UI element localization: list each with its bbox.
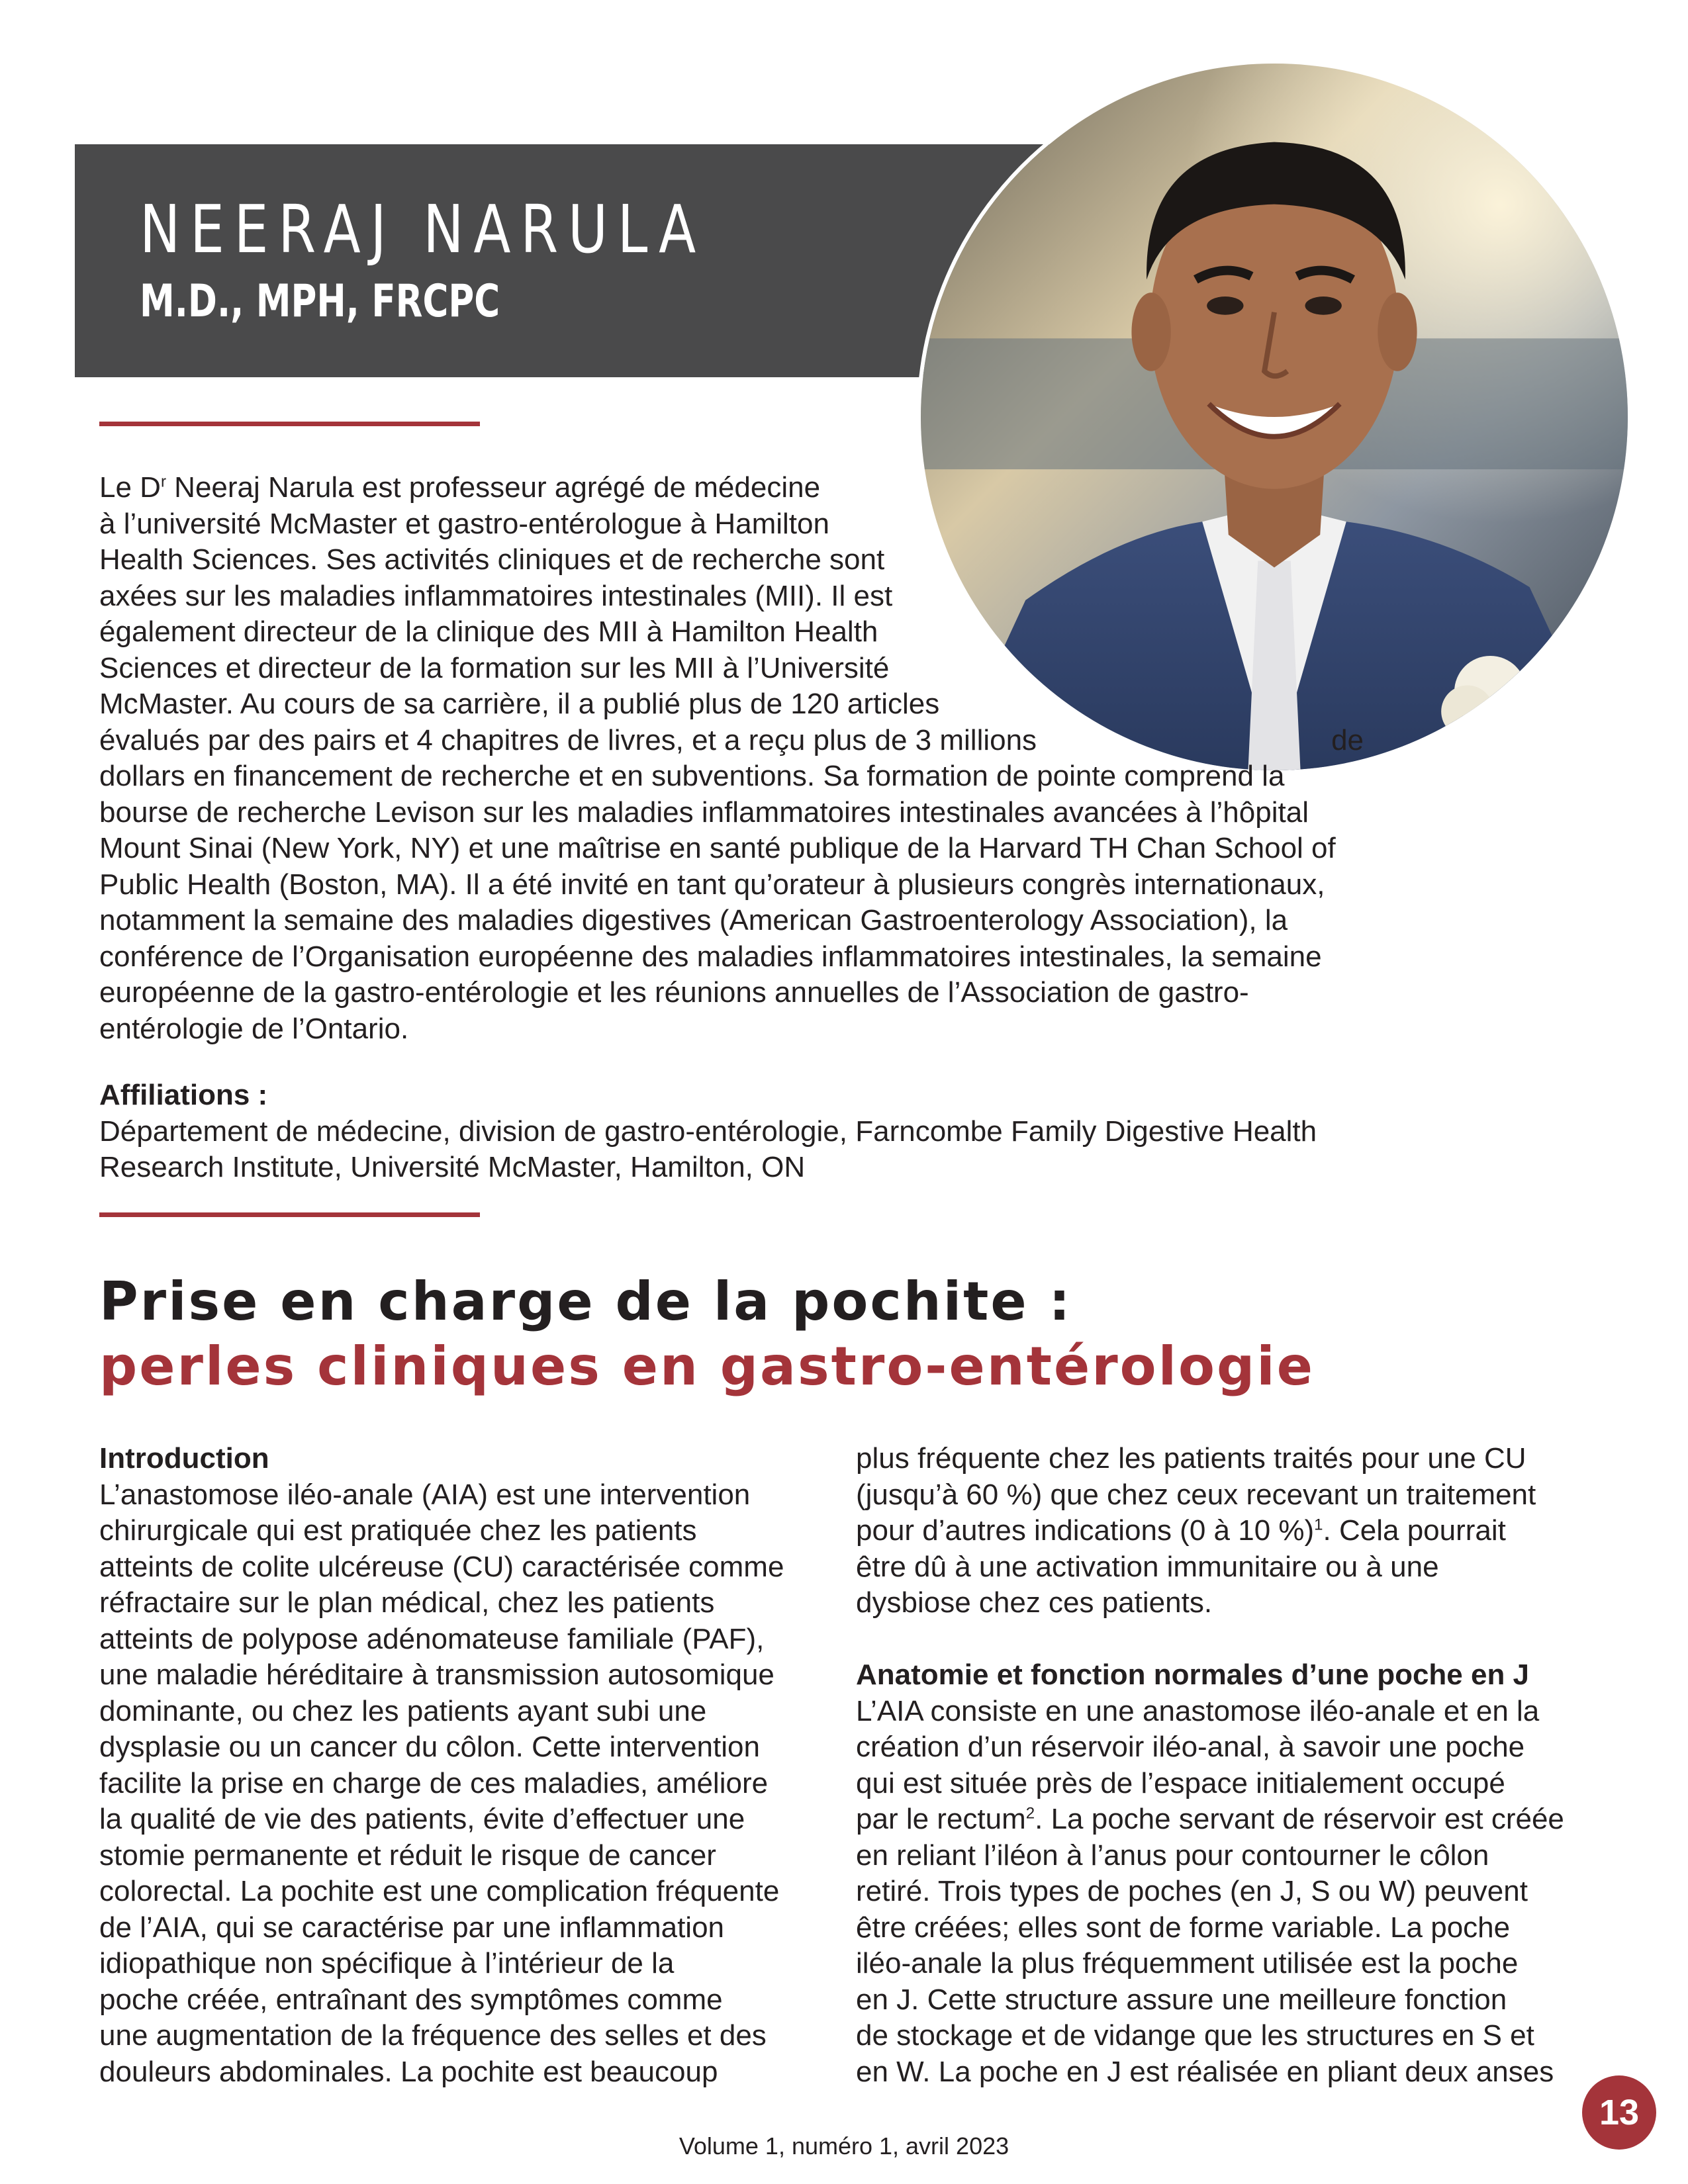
- affiliation-line: Département de médecine, division de gastro-entérologie, Farncombe Family Digestive Health: [99, 1115, 1317, 1148]
- bio-line: Mount Sinai (New York, NY) et une maîtrise en santé publique de la Harvard TH Chan School of: [99, 832, 1336, 864]
- body-line: création d’un réservoir iléo-anal, à savoir une poche: [856, 1731, 1525, 1763]
- left-column: [99, 1441, 827, 2090]
- bio-line: entérologie de l’Ontario.: [99, 1012, 409, 1045]
- reference-1: 1: [1314, 1516, 1323, 1534]
- affiliations-label: Affiliations :: [99, 1079, 268, 1111]
- body-line: la qualité de vie des patients, évite d’effectuer une: [99, 1803, 745, 1835]
- body-line: idiopathique non spécifique à l’intérieur de la: [99, 1947, 675, 1979]
- bio-line: également directeur de la clinique des MII à Hamilton Health: [99, 615, 878, 648]
- body-line: en W. La poche en J est réalisée en pliant deux anses: [856, 2055, 1554, 2088]
- bio-line: dollars en financement de recherche et en subventions. Sa formation de pointe comprend la: [99, 760, 1285, 792]
- right-column: [856, 1441, 1584, 2090]
- bio-line: McMaster. Au cours de sa carrière, il a publié plus de 120 articles: [99, 688, 940, 720]
- body-line: une maladie héréditaire à transmission autosomique: [99, 1659, 774, 1691]
- body-line: en J. Cette structure assure une meilleure fonction: [856, 1983, 1507, 2016]
- article-title-line1: Prise en charge de la pochite :: [99, 1271, 1072, 1332]
- page-number-badge: 13: [1582, 2075, 1656, 2150]
- body-line: qui est située près de l’espace initialement occupé: [856, 1766, 1505, 1799]
- author-header: [75, 144, 1068, 377]
- body-line: pour d’autres indications (0 à 10 %)$^1$. Cela pourrait: [856, 1514, 1506, 1547]
- section-heading-introduction: Introduction: [99, 1442, 269, 1475]
- bio-line: bourse de recherche Levison sur les maladies inflammatoires intestinales avancées à l’hôpital: [99, 796, 1309, 829]
- body-line: être créées; elles sont de forme variable. La poche: [856, 1911, 1511, 1944]
- footer-issue-info: Volume 1, numéro 1, avril 2023: [679, 2132, 1009, 2160]
- body-line: de l’AIA, qui se caractérise par une inflammation: [99, 1911, 725, 1944]
- article-title-line2: perles cliniques en gastro-entérologie: [99, 1336, 1315, 1397]
- divider-top: [99, 422, 480, 426]
- body-line: dysbiose chez ces patients.: [856, 1586, 1213, 1619]
- body-line: dysplasie ou un cancer du côlon. Cette intervention: [99, 1731, 760, 1763]
- body-line: par le rectum$^2$. La poche servant de réservoir est créée: [856, 1803, 1564, 1835]
- bio-line: Public Health (Boston, MA). Il a été invité en tant qu’orateur à plusieurs congrès internationaux,: [99, 868, 1325, 901]
- bio-line: conférence de l’Organisation européenne des maladies inflammatoires intestinales, la semaine: [99, 940, 1322, 973]
- divider-middle: [99, 1212, 480, 1217]
- paragraph-spacer: [856, 1621, 1584, 1658]
- body-line: de stockage et de vidange que les structures en S et: [856, 2019, 1534, 2052]
- body-line: atteints de polypose adénomateuse familiale (PAF),: [99, 1622, 765, 1655]
- affiliation-line: Research Institute, Université McMaster, Hamilton, ON: [99, 1151, 806, 1183]
- author-name: NEERAJ NARULA: [140, 191, 706, 268]
- author-bio: [99, 470, 1410, 1047]
- body-line: être dû à une activation immunitaire ou à une: [856, 1550, 1439, 1583]
- body-line: retiré. Trois types de poches (en J, S ou W) peuvent: [856, 1875, 1528, 1907]
- body-line: L’anastomose iléo-anale (AIA) est une intervention: [99, 1478, 751, 1511]
- body-line: réfractaire sur le plan médical, chez les patients: [99, 1586, 715, 1619]
- bio-line: évalués par des pairs et 4 chapitres de livres, et a reçu plus de 3 millions de: [99, 723, 1364, 756]
- bio-line: Le $D^r$ Neeraj Narula est professeur agrégé de médecine: [99, 471, 821, 504]
- body-line: stomie permanente et réduit le risque de cancer: [99, 1839, 716, 1872]
- bio-line: axées sur les maladies inflammatoires intestinales (MII). Il est: [99, 579, 893, 612]
- affiliations: [99, 1077, 1489, 1186]
- bio-line: à l’université McMaster et gastro-entérologue à Hamilton: [99, 507, 829, 540]
- body-line: chirurgicale qui est pratiquée chez les patients: [99, 1514, 697, 1547]
- body-line: facilite la prise en charge de ces maladies, améliore: [99, 1766, 769, 1799]
- body-line: iléo-anale la plus fréquemment utilisée est la poche: [856, 1947, 1519, 1979]
- body-line: plus fréquente chez les patients traités pour une CU: [856, 1442, 1526, 1475]
- body-line: en reliant l’iléon à l’anus pour contourner le côlon: [856, 1839, 1489, 1872]
- body-line: douleurs abdominales. La pochite est beaucoup: [99, 2055, 718, 2088]
- bio-line: Health Sciences. Ses activités cliniques et de recherche sont: [99, 543, 885, 576]
- article-title: [99, 1269, 1315, 1399]
- reference-2: 2: [1025, 1804, 1035, 1823]
- body-line: (jusqu’à 60 %) que chez ceux recevant un traitement: [856, 1478, 1536, 1511]
- body-line: atteints de colite ulcéreuse (CU) caractérisée comme: [99, 1550, 784, 1583]
- body-line: colorectal. La pochite est une complication fréquente: [99, 1875, 780, 1907]
- body-line: une augmentation de la fréquence des selles et des: [99, 2019, 767, 2052]
- section-heading-anatomy: Anatomie et fonction normales d’une poche en J: [856, 1659, 1530, 1691]
- bio-line: Sciences et directeur de la formation sur les MII à l’Université: [99, 651, 890, 684]
- author-credentials: M.D., MPH, FRCPC: [140, 275, 500, 328]
- bio-line: notamment la semaine des maladies digestives (American Gastroenterology Association), la: [99, 904, 1288, 936]
- body-line: L’AIA consiste en une anastomose iléo-anale et en la: [856, 1694, 1540, 1727]
- body-line: dominante, ou chez les patients ayant subi une: [99, 1694, 707, 1727]
- body-line: poche créée, entraînant des symptômes comme: [99, 1983, 723, 2016]
- bio-line: européenne de la gastro-entérologie et les réunions annuelles de l’Association de gastro-: [99, 976, 1249, 1009]
